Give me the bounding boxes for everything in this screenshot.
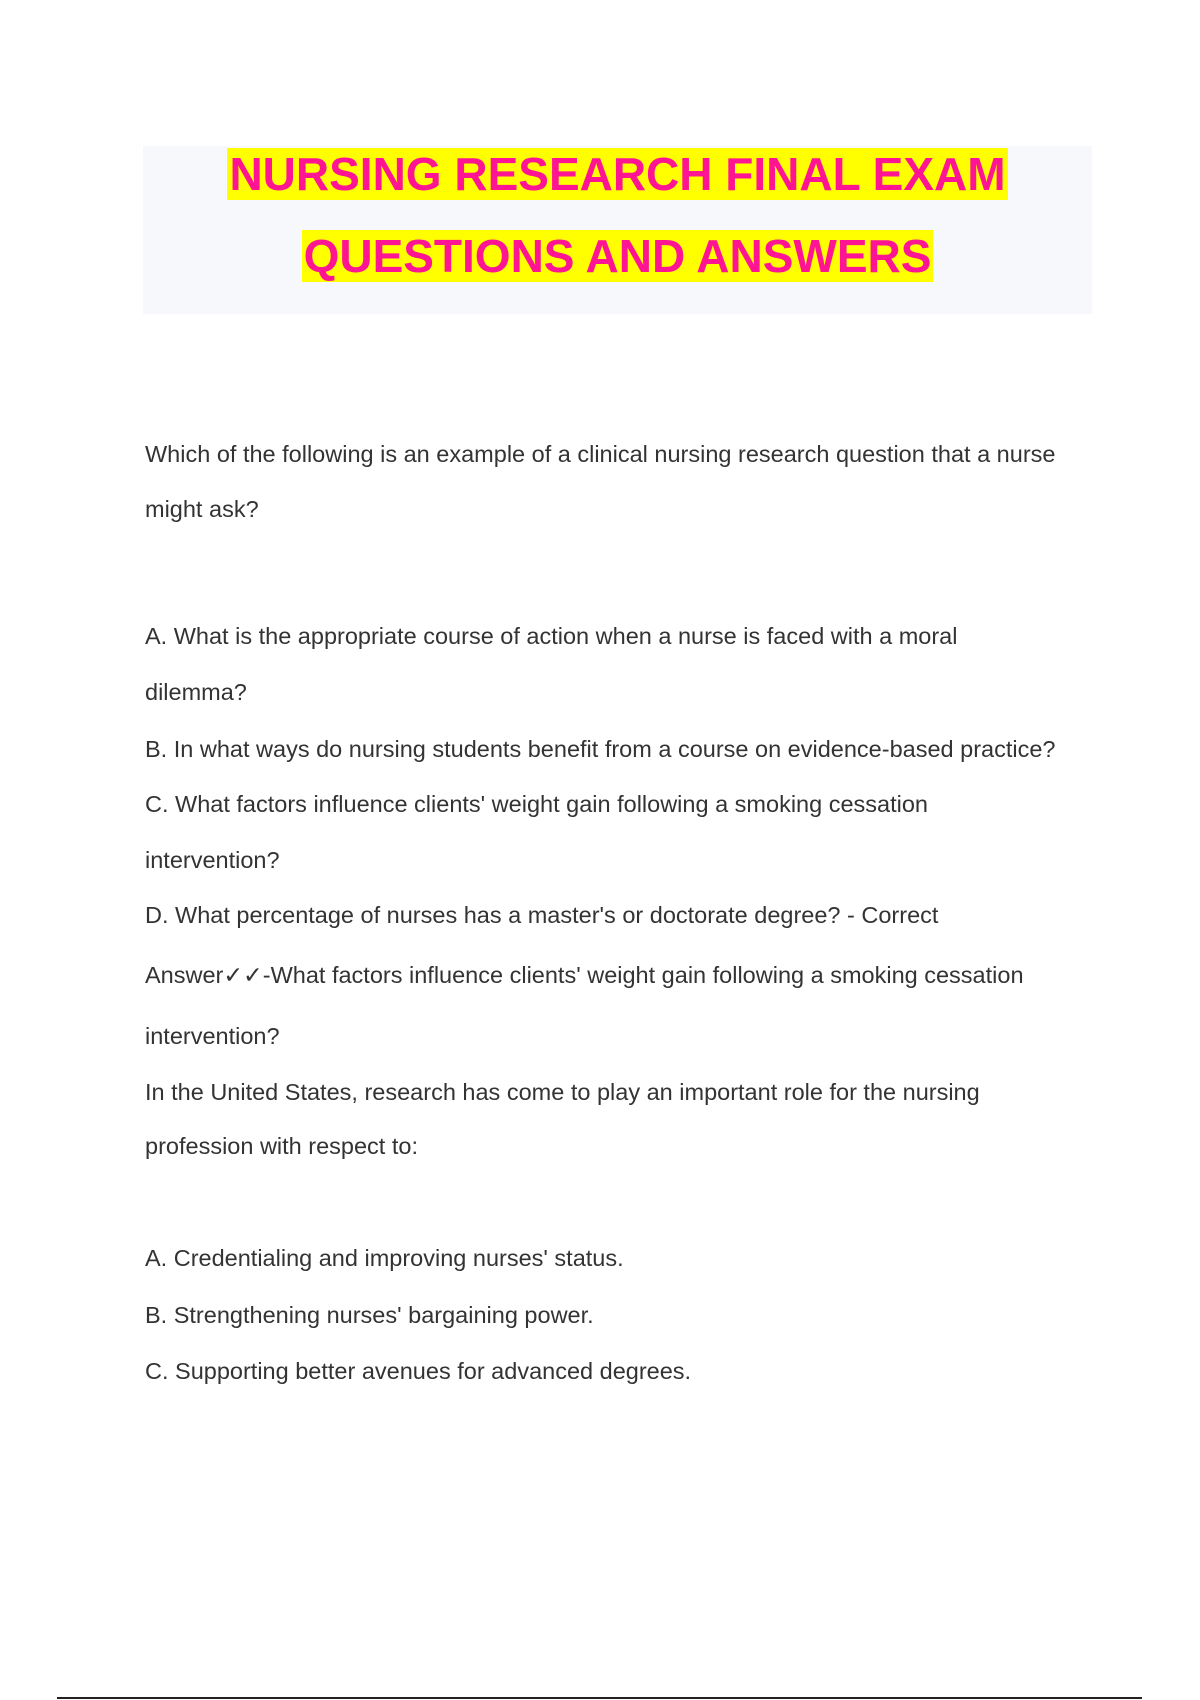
question-2-text-line-1: In the United States, research has come to play an important role for the nursing: [145, 1079, 980, 1105]
question-2-text-line-2: profession with respect to:: [145, 1133, 418, 1159]
question-1-option-d: D. What percentage of nurses has a master's or doctorate degree? - Correct: [145, 902, 939, 928]
question-2-option-c: C. Supporting better avenues for advanced degrees.: [145, 1358, 692, 1384]
title-line-2: QUESTIONS AND ANSWERS: [303, 230, 932, 282]
question-2-option-b: B. Strengthening nurses' bargaining power.: [145, 1302, 594, 1328]
title-line-1: NURSING RESEARCH FINAL EXAM: [229, 148, 1006, 200]
title-banner: [143, 146, 1092, 314]
question-1-text-line-1: Which of the following is an example of a clinical nursing research question that a nurse: [145, 441, 1056, 467]
question-2-option-a: A. Credentialing and improving nurses' status.: [145, 1245, 624, 1271]
question-1-option-b: B. In what ways do nursing students benefit from a course on evidence-based practice?: [145, 736, 1056, 762]
question-1-answer-line-2: intervention?: [145, 1023, 280, 1049]
question-1-option-c-line-2: intervention?: [145, 847, 280, 873]
question-1-answer-line-1: Answer✓✓-What factors influence clients' weight gain following a smoking cessation: [145, 962, 1024, 988]
question-1-text-line-2: might ask?: [145, 496, 259, 522]
question-1-option-c-line-1: C. What factors influence clients' weight gain following a smoking cessation: [145, 791, 928, 817]
question-1-option-a-line-2: dilemma?: [145, 679, 247, 705]
question-1-option-a-line-1: A. What is the appropriate course of action when a nurse is faced with a moral: [145, 623, 958, 649]
footer-divider: [57, 1697, 1142, 1699]
